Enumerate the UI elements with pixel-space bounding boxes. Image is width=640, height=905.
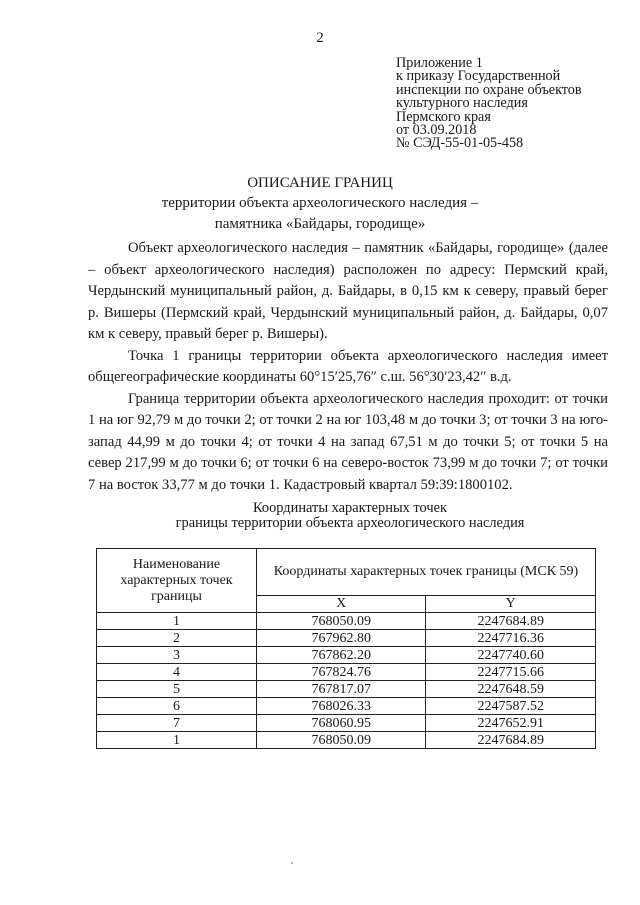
table-title-line2: границы территории объекта археологического наследия bbox=[175, 515, 525, 531]
point-cell: 4 bbox=[97, 664, 257, 681]
table-title bbox=[0, 501, 640, 531]
point-cell: 1 bbox=[97, 732, 257, 749]
appendix-line: инспекции по охране объектов bbox=[396, 81, 582, 98]
paragraph-point1: Точка 1 границы территории объекта археологического наследия имеет общегеографические координаты 60°15′25,76″ с.ш. 56°30′23,42″ в.д. bbox=[88, 347, 608, 385]
paragraph-location: Объект археологического наследия – памятник «Байдары, городище» (далее – объект археологического наследия) расположен по адресу: Пермский край, Чердынский муниципальный район, д. Байдары, в 0,15 км к северу, правый берег р. Вишеры (Пермский край, Чердынский муниципальный район, д. Байдары, 0,07 км к северу, правый берег р. Вишеры). bbox=[88, 240, 608, 342]
table-title-line1: Координаты характерных точек bbox=[253, 500, 447, 516]
scan-speck bbox=[291, 862, 293, 864]
header-coordinates: Координаты характерных точек границы (МСК 59) bbox=[256, 549, 595, 596]
title-subtitle-line2: памятника «Байдары, городище» bbox=[214, 216, 426, 232]
appendix-line: культурного наследия bbox=[396, 95, 528, 112]
appendix-line: № СЭД-55-01-05-458 bbox=[396, 135, 524, 152]
appendix-line: к приказу Государственной bbox=[396, 68, 561, 85]
paragraph-boundary: Граница территории объекта археологического наследия проходит: от точки 1 на юг 92,79 м до точки 2; от точки 2 на юг 103,48 м до точки 3; от точки 3 на юго-запад 44,99 м до точки 4; от точки 4 на запад 67,51 м до точки 5; от точки 5 на север 217,99 м до точки 6; от точки 6 на северо-восток 73,99 м до точки 7; от точки 7 на восток 33,77 м до точки 1. Кадастровый квартал 59:39:1800102. bbox=[88, 390, 608, 493]
table-row bbox=[97, 715, 596, 732]
y-cell: 2247684.89 bbox=[426, 732, 596, 749]
appendix-line: Пермского края bbox=[396, 108, 491, 125]
y-cell: 2247716.36 bbox=[426, 630, 596, 647]
point-cell: 1 bbox=[97, 613, 257, 630]
document-title bbox=[0, 174, 640, 235]
title-main: ОПИСАНИЕ ГРАНИЦ bbox=[247, 175, 393, 191]
table-row bbox=[97, 647, 596, 664]
table-row bbox=[97, 698, 596, 715]
point-cell: 5 bbox=[97, 681, 257, 698]
y-cell: 2247684.89 bbox=[426, 613, 596, 630]
point-cell: 7 bbox=[97, 715, 257, 732]
x-cell: 768050.09 bbox=[256, 613, 425, 630]
table-row bbox=[97, 664, 596, 681]
point-cell: 2 bbox=[97, 630, 257, 647]
table-row bbox=[97, 613, 596, 630]
x-cell: 767817.07 bbox=[256, 681, 425, 698]
y-cell: 2247652.91 bbox=[426, 715, 596, 732]
appendix-block bbox=[396, 57, 582, 151]
appendix-line: от 03.09.2018 bbox=[396, 122, 477, 139]
y-cell: 2247587.52 bbox=[426, 698, 596, 715]
x-cell: 768060.95 bbox=[256, 715, 425, 732]
table-row bbox=[97, 732, 596, 749]
header-point-name: Наименование характерных точек границы bbox=[97, 549, 257, 613]
header-x: X bbox=[256, 596, 425, 613]
y-cell: 2247715.66 bbox=[426, 664, 596, 681]
table-row bbox=[97, 630, 596, 647]
x-cell: 767824.76 bbox=[256, 664, 425, 681]
header-y: Y bbox=[426, 596, 596, 613]
coordinates-table bbox=[96, 548, 596, 749]
body-text bbox=[88, 238, 608, 496]
x-cell: 767862.20 bbox=[256, 647, 425, 664]
y-cell: 2247648.59 bbox=[426, 681, 596, 698]
y-cell: 2247740.60 bbox=[426, 647, 596, 664]
table-row bbox=[97, 681, 596, 698]
x-cell: 768050.09 bbox=[256, 732, 425, 749]
point-cell: 3 bbox=[97, 647, 257, 664]
x-cell: 767962.80 bbox=[256, 630, 425, 647]
x-cell: 768026.33 bbox=[256, 698, 425, 715]
point-cell: 6 bbox=[97, 698, 257, 715]
appendix-line: Приложение 1 bbox=[396, 55, 483, 71]
page-number: 2 bbox=[316, 30, 324, 46]
title-subtitle-line1: территории объекта археологического наследия – bbox=[161, 195, 479, 211]
